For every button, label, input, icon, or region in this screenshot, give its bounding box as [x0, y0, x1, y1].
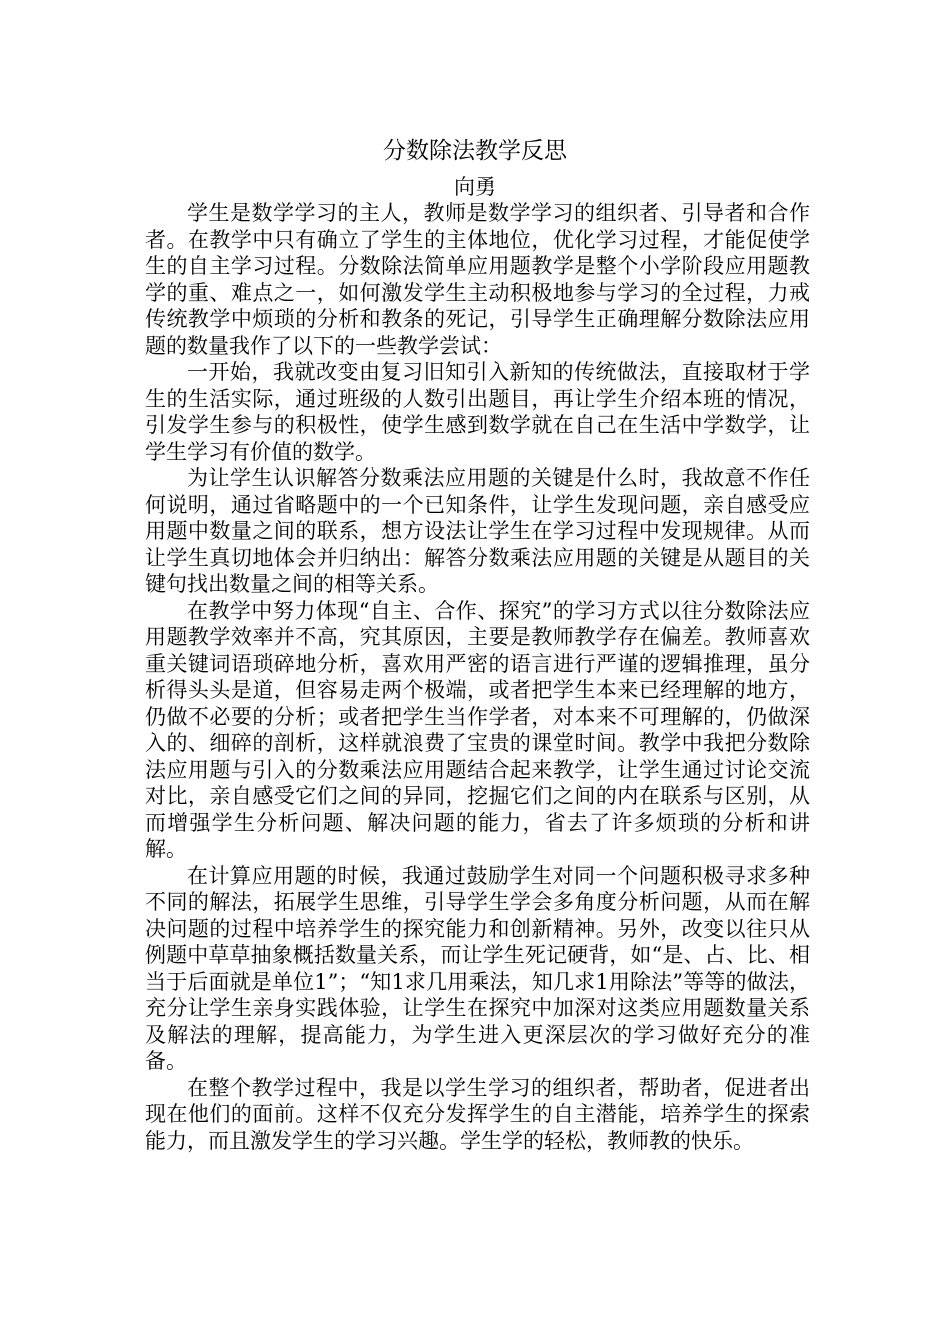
document-title: 分数除法教学反思	[383, 138, 567, 164]
paragraph-5: 在计算应用题的时候，我通过鼓励学生对同一个问题积极寻求多种不同的解法，拓展学生思维，引导学生学会多角度分析问题，从而在解决问题的过程中培养学生的探究能力和创新精神。另外，改变以往只从例题中草草抽象概括数量关系，而让学生死记硬背，如“是、占、比、相当于后面就是单位1”；“知1求几用乘法，知几求1用除法”等等的做法，充分让学生亲身实践体验，让学生在探究中加深对这类应用题数量关系及解法的理解，提高能力，为学生进入更深层次的学习做好充分的准备。	[145, 863, 810, 1073]
document-body	[145, 200, 810, 1154]
paragraph-4: 在教学中努力体现“自主、合作、探究”的学习方式以往分数除法应用题教学效率并不高，究其原因，主要是教师教学存在偏差。教师喜欢重关键词语琐碎地分析，喜欢用严密的语言进行严谨的逻辑推理，虽分析得头头是道，但容易走两个极端，或者把学生本来已经理解的地方，仍做不必要的分析；或者把学生当作学者，对本来不可理解的，仍做深入的、细碎的剖析，这样就浪费了宝贵的课堂时间。教学中我把分数除法应用题与引入的分数乘法应用题结合起来教学，让学生通过讨论交流对比，亲自感受它们之间的异同，挖掘它们之间的内在联系与区别，从而增强学生分析问题、解决问题的能力，省去了许多烦琐的分析和讲解。	[145, 598, 810, 861]
paragraph-6: 在整个教学过程中，我是以学生学习的组织者，帮助者，促进者出现在他们的面前。这样不仅充分发挥学生的自主潜能，培养学生的探索能力，而且激发学生的学习兴趣。学生学的轻松，教师教的快乐。	[145, 1075, 810, 1153]
paragraph-2: 一开始，我就改变由复习旧知引入新知的传统做法，直接取材于学生的生活实际，通过班级的人数引出题目，再让学生介绍本班的情况，引发学生参与的积极性，使学生感到数学就在自己在生活中学数学，让学生学习有价值的数学。	[145, 360, 810, 464]
paragraph-1: 学生是数学学习的主人，教师是数学学习的组织者、引导者和合作者。在教学中只有确立了学生的主体地位，优化学习过程，才能促使学生的自主学习过程。分数除法简单应用题教学是整个小学阶段应用题教学的重、难点之一，如何激发学生主动积极地参与学习的全过程，力戒传统教学中烦琐的分析和教条的死记，引导学生正确理解分数除法应用题的数量我作了以下的一些教学尝试：	[145, 201, 810, 358]
document-author: 向勇	[454, 175, 496, 199]
paragraph-3: 为让学生认识解答分数乘法应用题的关键是什么时，我故意不作任何说明，通过省略题中的一个已知条件，让学生发现问题，亲自感受应用题中数量之间的联系，想方设法让学生在学习过程中发现规律。从而让学生真切地体会并归纳出：解答分数乘法应用题的关键是从题目的关键句找出数量之间的相等关系。	[145, 466, 810, 596]
